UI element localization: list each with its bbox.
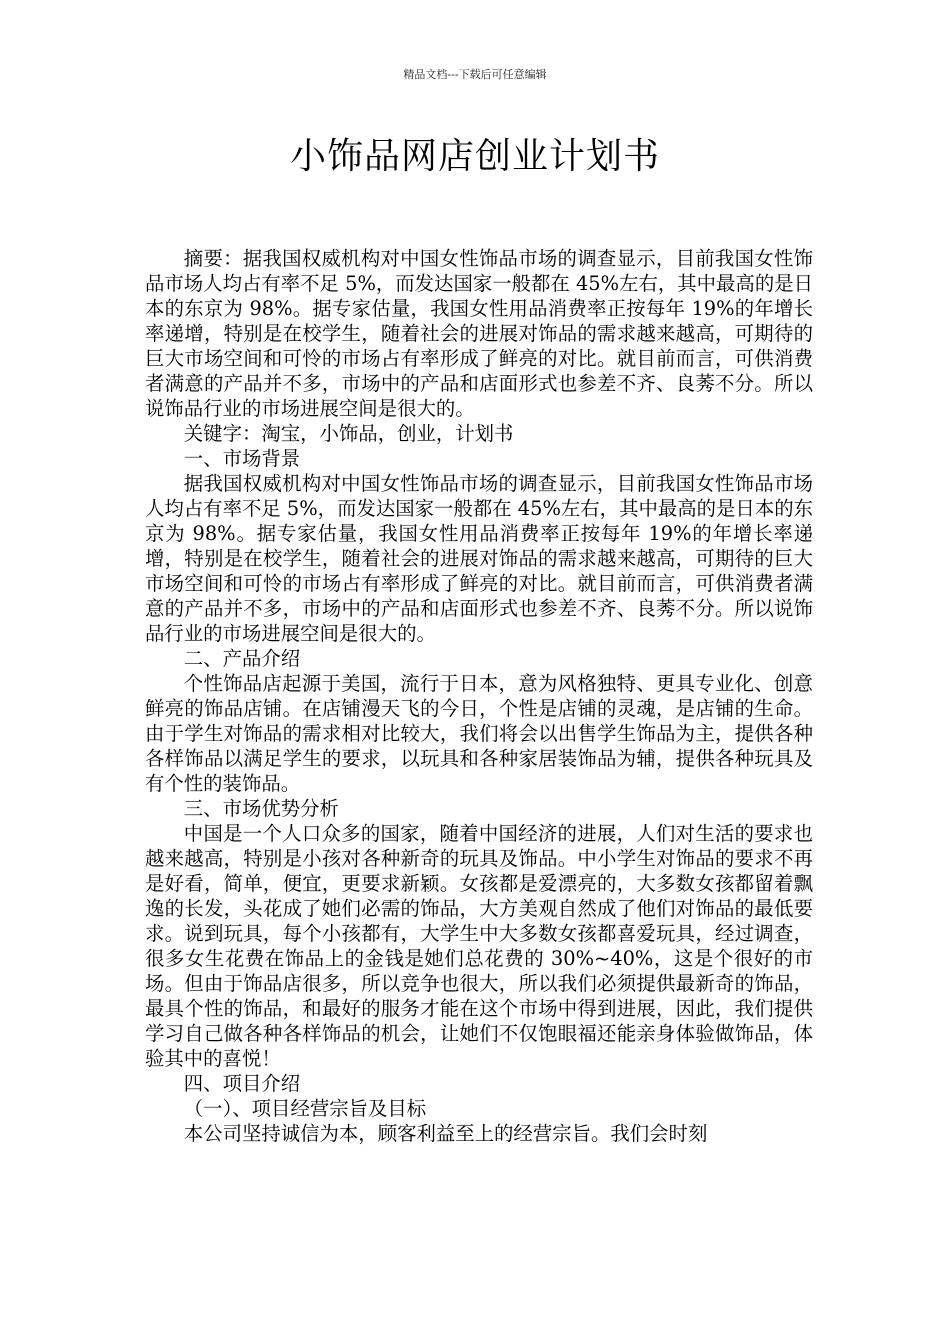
market-background-paragraph: 据我国权威机构对中国女性饰品市场的调查显示，目前我国女性饰品市场人均占有率不足 5%，而发达国家一般都在 45%左右，其中最高的是日本的东京为 98%。据专家估量，我国女性用品消费率正按每年 19%的年增长率递增，特别是在校学生，随着社会的进展对饰品的需求越来越高，可期待的巨大市场空间和可怜的市场占有率形成了鲜亮的对比。就目前而言，可供消费者满意的产品并不多，市场中的产品和店面形式也参差不齐、良莠不分。所以说饰品行业的市场进展空间是很大的。 bbox=[145, 472, 813, 645]
abstract-paragraph: 摘要：据我国权威机构对中国女性饰品市场的调查显示，目前我国女性饰品市场人均占有率不足 5%，而发达国家一般都在 45%左右，其中最高的是日本的东京为 98%。据专家估量，我国女性用品消费率正按每年 19%的年增长率递增，特别是在校学生，随着社会的进展对饰品的需求越来越高，可期待的巨大市场空间和可怜的市场占有率形成了鲜亮的对比。就目前而言，可供消费者满意的产品并不多，市场中的产品和店面形式也参差不齐、良莠不分。所以说饰品行业的市场进展空间是很大的。 bbox=[145, 247, 813, 420]
section-heading-market-advantage: 三、市场优势分析 bbox=[183, 797, 339, 820]
subsection-heading-business-purpose: （一）、项目经营宗旨及目标 bbox=[183, 1097, 427, 1120]
document-body bbox=[145, 246, 813, 1146]
page-header-note: 精品文档---下载后可任意编辑 bbox=[403, 68, 547, 81]
section-heading-product-intro: 二、产品介绍 bbox=[183, 647, 301, 670]
document-title: 小饰品网店创业计划书 bbox=[289, 136, 660, 177]
market-advantage-paragraph: 中国是一个人口众多的国家，随着中国经济的进展，人们对生活的要求也越来越高，特别是小孩对各种新奇的玩具及饰品。中小学生对饰品的要求不再是好看，简单，便宜，更要求新颖。女孩都是爱漂亮的，大多数女孩都留着飘逸的长发，头花成了她们必需的饰品，大方美观自然成了他们对饰品的最低要求。说到玩具，每个小孩都有，大学生中大多数女孩都喜爱玩具，经过调查，很多女生花费在饰品上的金钱是她们总花费的 30%~40%，这是个很好的市场。但由于饰品店很多，所以竞争也很大，所以我们必须提供最新奇的饰品，最具个性的饰品，和最好的服务才能在这个市场中得到进展，因此，我们提供学习自己做各种各样饰品的机会，让她们不仅饱眼福还能亲身体验做饰品，体验其中的喜悦！ bbox=[145, 822, 813, 1070]
keywords-line: 关键字：淘宝，小饰品，创业，计划书 bbox=[183, 422, 514, 445]
section-heading-market-background: 一、市场背景 bbox=[183, 447, 301, 470]
section-heading-project-intro: 四、项目介绍 bbox=[183, 1072, 301, 1095]
business-purpose-paragraph: 本公司坚持诚信为本，顾客利益至上的经营宗旨。我们会时刻 bbox=[183, 1122, 708, 1145]
product-intro-paragraph: 个性饰品店起源于美国，流行于日本，意为风格独特、更具专业化、创意鲜亮的饰品店铺。在店铺漫天飞的今日，个性是店铺的灵魂，是店铺的生命。由于学生对饰品的需求相对比较大，我们将会以出售学生饰品为主，提供各种各样饰品以满足学生的要求，以玩具和各种家居装饰品为辅，提供各种玩具及有个性的装饰品。 bbox=[145, 672, 813, 795]
